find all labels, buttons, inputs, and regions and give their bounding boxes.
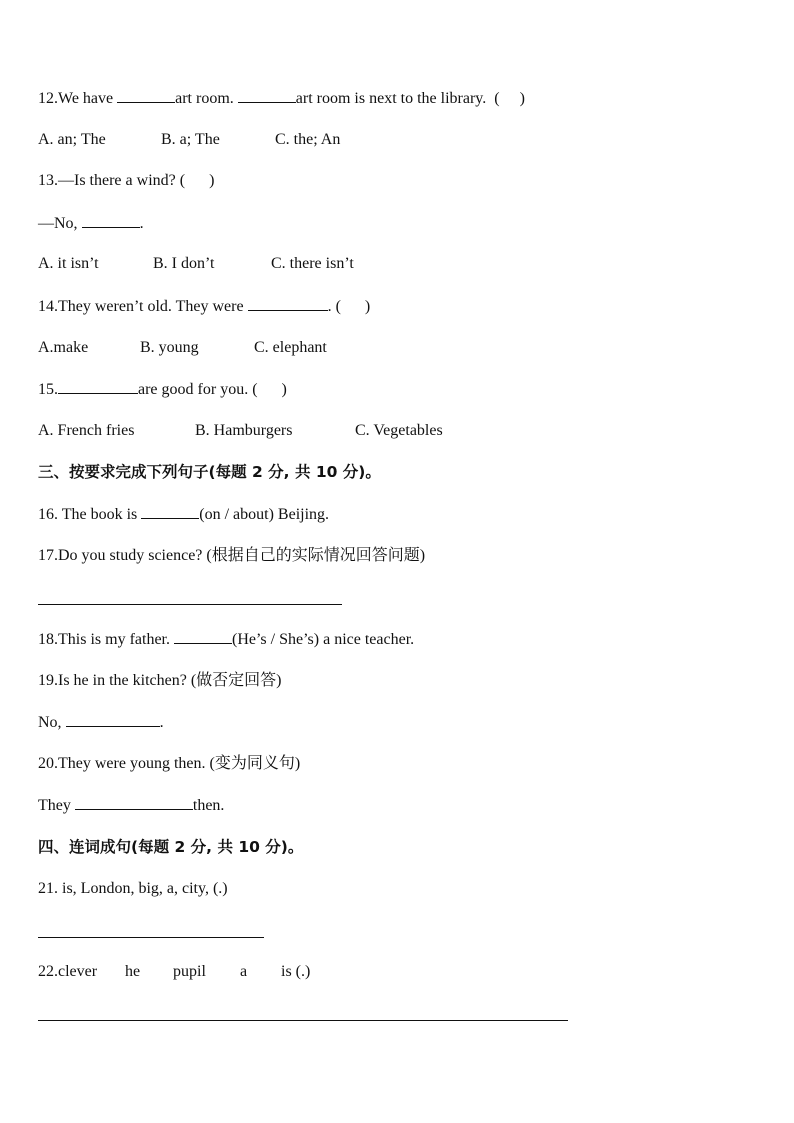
question-22	[38, 962, 310, 982]
option-b[interactable]: B. Hamburgers	[195, 422, 293, 439]
question-13: 13.—Is there a wind? ( )	[38, 172, 215, 189]
question-number: 19.	[38, 672, 58, 689]
answer-blank[interactable]	[174, 629, 232, 644]
options-15	[38, 421, 443, 441]
answer-19: No, .	[38, 714, 164, 731]
question-20: 20.They were young then. (变为同义句)	[38, 755, 301, 772]
word-token: pupil	[173, 963, 206, 980]
question-number: 17.	[38, 547, 58, 564]
question-number: 12.	[38, 90, 58, 107]
answer-blank[interactable]	[248, 296, 328, 311]
word-token: he	[125, 963, 141, 980]
answer-20: They then.	[38, 797, 225, 814]
question-number: 14.	[38, 298, 58, 315]
option-c[interactable]: C. Vegetables	[355, 422, 443, 439]
answer-line-17[interactable]	[38, 604, 342, 605]
options-14	[38, 338, 327, 358]
answer-blank[interactable]	[238, 88, 296, 103]
question-18: 18.This is my father. (He’s / She’s) a nice teacher.	[38, 631, 415, 648]
question-19: 19.Is he in the kitchen? (做否定回答)	[38, 672, 282, 689]
word-token: is (.)	[281, 963, 311, 980]
section-3-heading: 三、按要求完成下列句子(每题 2 分, 共 10 分)。	[38, 463, 381, 481]
answer-blank[interactable]	[82, 213, 140, 228]
option-a[interactable]: A.make	[38, 339, 89, 356]
answer-blank[interactable]	[141, 504, 199, 519]
question-12: 12.We have art room. art room is next to the library. ( )	[38, 90, 525, 107]
answer-blank[interactable]	[75, 795, 193, 810]
question-number: 16.	[38, 506, 58, 523]
option-c[interactable]: C. there isn’t	[271, 255, 354, 272]
options-13	[38, 254, 354, 274]
question-16: 16. The book is (on / about) Beijing.	[38, 506, 330, 523]
option-c[interactable]: C. the; An	[275, 131, 341, 148]
question-17: 17.Do you study science? (根据自己的实际情况回答问题)	[38, 547, 426, 564]
question-14: 14.They weren’t old. They were . ( )	[38, 298, 371, 315]
answer-line-22[interactable]	[38, 1020, 568, 1021]
answer-13: —No, .	[38, 215, 144, 232]
option-a[interactable]: A. it isn’t	[38, 255, 99, 272]
question-number: 15.	[38, 381, 58, 398]
options-12	[38, 130, 340, 150]
question-number: 20.	[38, 755, 58, 772]
answer-line-21[interactable]	[38, 937, 264, 938]
option-b[interactable]: B. young	[140, 339, 199, 356]
option-b[interactable]: B. a; The	[161, 131, 220, 148]
section-4-heading: 四、连词成句(每题 2 分, 共 10 分)。	[38, 838, 304, 856]
answer-blank[interactable]	[58, 379, 138, 394]
question-number: 21.	[38, 880, 58, 897]
word-token: clever	[58, 963, 98, 980]
answer-blank[interactable]	[66, 712, 160, 727]
question-21: 21. is, London, big, a, city, (.)	[38, 880, 228, 897]
option-a[interactable]: A. an; The	[38, 131, 106, 148]
answer-blank[interactable]	[117, 88, 175, 103]
word-token: a	[240, 963, 248, 980]
question-number: 18.	[38, 631, 58, 648]
option-c[interactable]: C. elephant	[254, 339, 327, 356]
option-a[interactable]: A. French fries	[38, 422, 135, 439]
question-15: 15. are good for you. ( )	[38, 381, 287, 398]
option-b[interactable]: B. I don’t	[153, 255, 215, 272]
question-number: 22.	[38, 963, 58, 980]
question-number: 13.	[38, 172, 58, 189]
